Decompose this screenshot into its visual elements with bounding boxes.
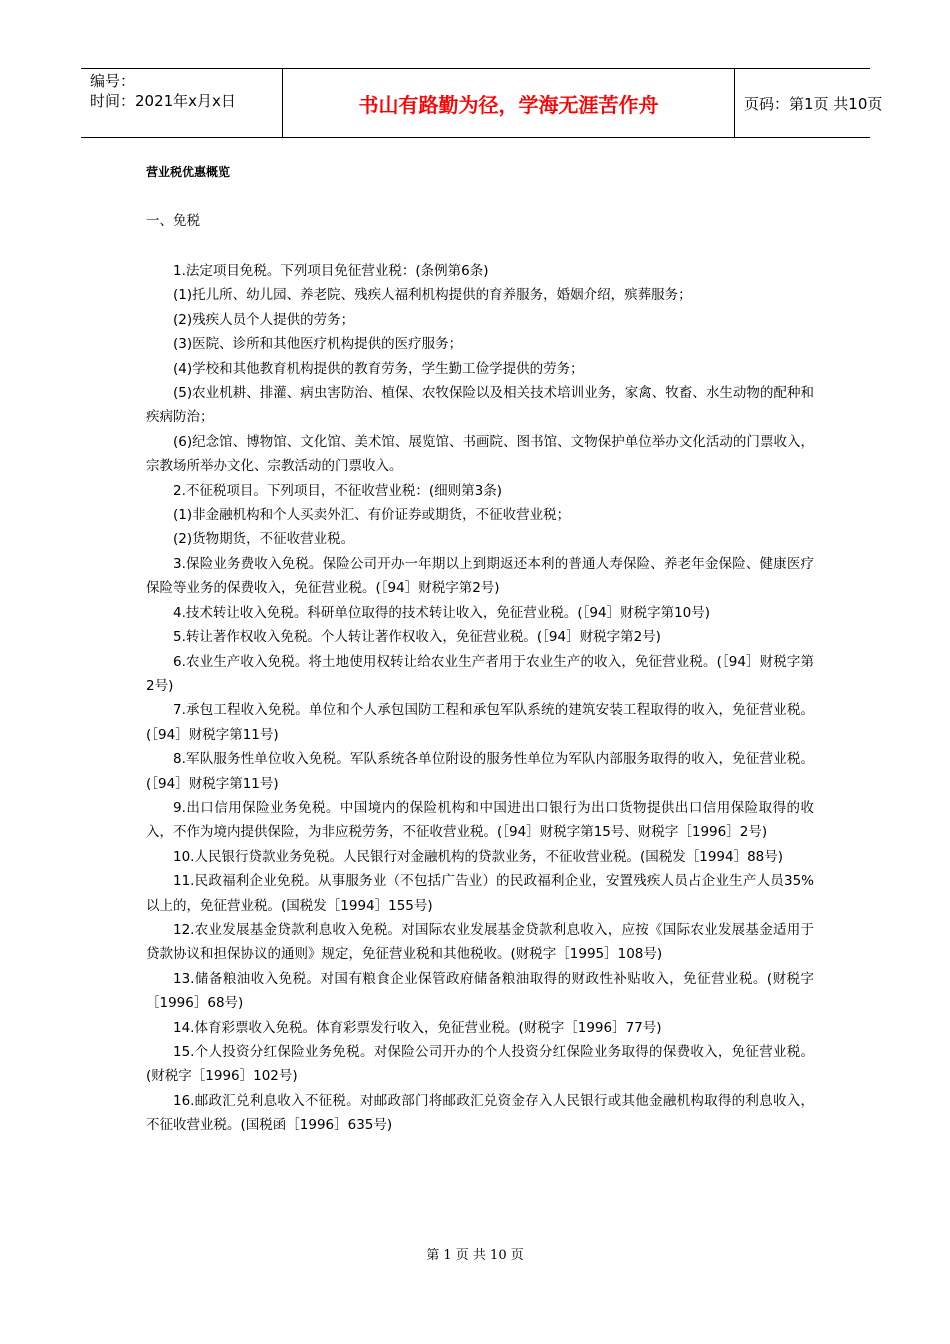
paragraph: 12.农业发展基金贷款利息收入免税。对国际农业发展基金贷款利息收入，应按《国际农业发展基金适用于贷款协议和担保协议的通则》规定，免征营业税和其他税收。(财税字［1995］108号) xyxy=(146,921,814,963)
paragraph: 14.体育彩票收入免税。体育彩票发行收入，免征营业税。(财税字［1996］77号) xyxy=(173,1019,662,1036)
header-page-code: 页码：第1页 共10页 xyxy=(744,95,883,113)
paragraph: 13.储备粮油收入免税。对国有粮食企业保管政府储备粮油取得的财政性补贴收入，免征营业税。(财税字［1996］68号) xyxy=(146,970,814,1012)
paragraph: (2)残疾人员个人提供的劳务； xyxy=(173,311,355,328)
document-title: 营业税优惠概览 xyxy=(146,165,231,179)
header-info-cell xyxy=(81,69,282,137)
paragraph: 8.军队服务性单位收入免税。军队系统各单位附设的服务性单位为军队内部服务取得的收入，免征营业税。(［94］财税字第11号) xyxy=(146,751,814,792)
header-motto: 书山有路勤为径，学海无涯苦作舟 xyxy=(358,93,659,117)
paragraph: 15.个人投资分红保险业务免税。对保险公司开办的个人投资分红保险业务取得的保费收入，免征营业税。(财税字［1996］102号) xyxy=(146,1044,814,1085)
paragraph: 16.邮政汇兑利息收入不征税。对邮政部门将邮政汇兑资金存入人民银行或其他金融机构取得的利息收入，不征收营业税。(国税函［1996］635号) xyxy=(146,1092,814,1134)
paragraph: 9.出口信用保险业务免税。中国境内的保险机构和中国进出口银行为出口货物提供出口信用保险取得的收入，不作为境内提供保险，为非应税劳务，不征收营业税。(［94］财税字第15号、财税字［1996］2号) xyxy=(146,799,814,841)
document-number-label: 编号： xyxy=(90,72,136,90)
paragraph: 11.民政福利企业免税。从事服务业（不包括广告业）的民政福利企业，安置残疾人员占企业生产人员35%以上的，免征营业税。(国税发［1994］155号) xyxy=(146,873,814,914)
paragraph: 2.不征税项目。下列项目，不征收营业税：(细则第3条) xyxy=(173,482,503,499)
paragraph: 7.承包工程收入免税。单位和个人承包国防工程和承包军队系统的建筑安装工程取得的收入，免征营业税。(［94］财税字第11号) xyxy=(146,702,814,743)
paragraph: 6.农业生产收入免税。将土地使用权转让给农业生产者用于农业生产的收入，免征营业税。(［94］财税字第2号) xyxy=(146,653,814,694)
document-body xyxy=(146,259,814,1138)
paragraph: 5.转让著作权收入免税。个人转让著作权收入，免征营业税。(［94］财税字第2号) xyxy=(173,629,661,646)
paragraph: (2)货物期货，不征收营业税。 xyxy=(173,531,355,548)
paragraph: (1)非金融机构和个人买卖外汇、有价证券或期货，不征收营业税； xyxy=(173,507,571,524)
paragraph: (1)托儿所、幼儿园、养老院、残疾人福利机构提供的育养服务，婚姻介绍，殡葬服务； xyxy=(173,287,692,304)
page-footer: 第 1 页 共 10 页 xyxy=(426,1248,524,1263)
page-header xyxy=(81,68,883,138)
paragraph: (4)学校和其他教育机构提供的教育劳务，学生勤工俭学提供的劳务； xyxy=(173,360,584,377)
document-time-label: 时间：2021年x月x日 xyxy=(90,92,236,110)
paragraph: (6)纪念馆、博物馆、文化馆、美术馆、展览馆、书画院、图书馆、文物保护单位举办文化活动的门票收入，宗教场所举办文化、宗教活动的门票收入。 xyxy=(146,433,814,475)
header-page-cell xyxy=(735,69,883,137)
section-heading: 一、免税 xyxy=(146,213,200,229)
header-motto-cell xyxy=(282,69,735,137)
paragraph: 1.法定项目免税。下列项目免征营业税：(条例第6条) xyxy=(173,263,489,279)
paragraph: 3.保险业务费收入免税。保险公司开办一年期以上到期返还本利的普通人寿保险、养老年金保险、健康医疗保险等业务的保费收入，免征营业税。(［94］财税字第2号) xyxy=(146,555,814,597)
paragraph: 10.人民银行贷款业务免税。人民银行对金融机构的贷款业务，不征收营业税。(国税发［1994］88号) xyxy=(173,848,784,865)
paragraph: (3)医院、诊所和其他医疗机构提供的医疗服务； xyxy=(173,336,463,353)
paragraph: (5)农业机耕、排灌、病虫害防治、植保、农牧保险以及相关技术培训业务，家禽、牧畜、水生动物的配种和疾病防治； xyxy=(146,385,814,426)
paragraph: 4.技术转让收入免税。科研单位取得的技术转让收入，免征营业税。(［94］财税字第10号) xyxy=(173,604,711,621)
